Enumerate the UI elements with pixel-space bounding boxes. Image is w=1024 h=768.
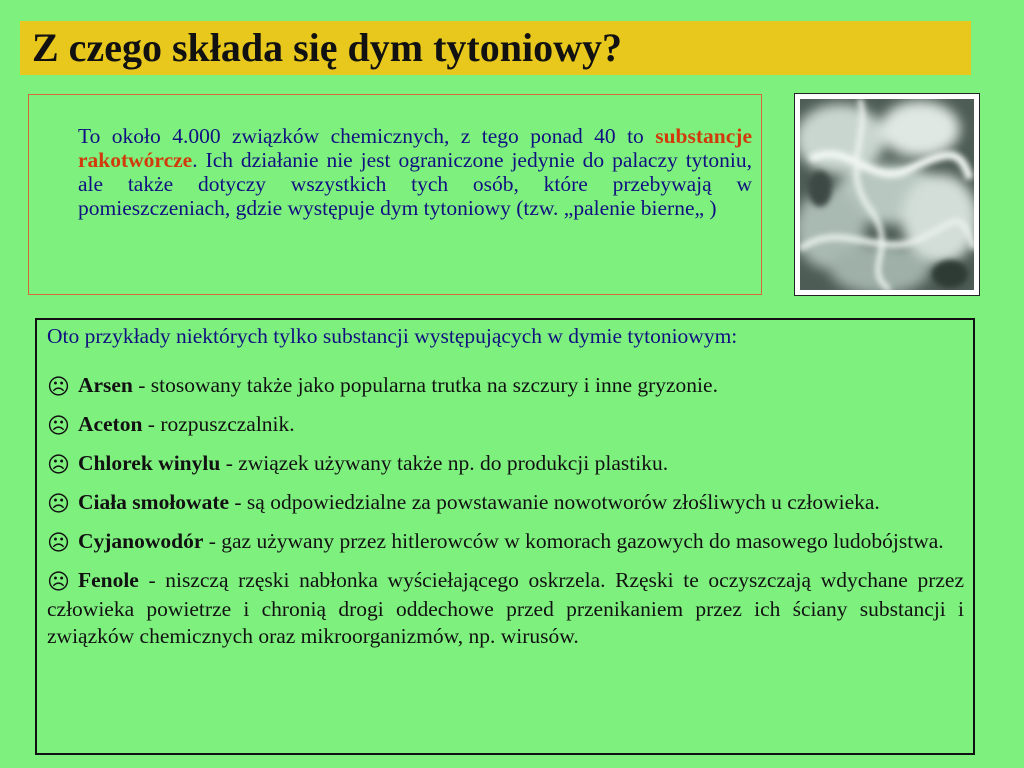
substance-name: Fenole [77, 568, 139, 592]
intro-text-after: . Ich działanie nie jest ograniczone jedynie do palaczy tytoniu, ale także dotyczy wszystkich tych osób, które przebywają w pomieszczeniach, gdzie występuje dym tytoniowy (tzw. „palenie bierne„ ) [78, 148, 752, 220]
intro-paragraph [78, 124, 752, 220]
substance-desc: - są odpowiedzialne za powstawanie nowotworów złośliwych u człowieka. [229, 490, 880, 514]
list-item [47, 411, 964, 440]
substance-name: Arsen [77, 373, 133, 397]
frown-face-icon: ☹ [47, 453, 70, 478]
smoke-photo [800, 99, 974, 290]
substance-desc: - stosowany także jako popularna trutka na szczury i inne gryzonie. [132, 373, 718, 397]
frown-face-icon: ☹ [47, 414, 70, 439]
list-item [47, 528, 964, 557]
frown-face-icon: ☹ [47, 570, 70, 595]
substance-name: Cyjanowodór [77, 529, 204, 553]
substances-list [47, 323, 964, 660]
list-item [47, 567, 964, 650]
substance-desc: - rozpuszczalnik. [142, 412, 295, 436]
substances-box [35, 318, 975, 755]
substance-desc: - gaz używany przez hitlerowców w komorach gazowych do masowego ludobójstwa. [203, 529, 944, 553]
smoke-photo-frame [794, 93, 980, 296]
list-item [47, 372, 964, 401]
substance-desc: - związek używany także np. do produkcji plastiku. [220, 451, 669, 475]
carcinogens-highlight: substancje rakotwórcze [78, 124, 752, 172]
substance-name: Aceton [77, 412, 143, 436]
frown-face-icon: ☹ [47, 375, 70, 400]
list-item [47, 450, 964, 479]
list-intro: Oto przykłady niektórych tylko substancji występujących w dymie tytoniowym: [47, 324, 738, 348]
smoke-image [800, 99, 974, 290]
slide-title: Z czego składa się dym tytoniowy? [32, 25, 622, 70]
intro-box [28, 94, 762, 295]
frown-face-icon: ☹ [47, 492, 70, 517]
intro-text-before: To około 4.000 związków chemicznych, z tego ponad 40 to [78, 124, 656, 148]
substance-name: Ciała smołowate [77, 490, 230, 514]
frown-face-icon: ☹ [47, 531, 70, 556]
substance-name: Chlorek winylu [77, 451, 221, 475]
title-bar [20, 21, 971, 75]
list-item [47, 489, 964, 518]
substance-desc: - niszczą rzęski nabłonka wyściełającego oskrzela. Rzęski te oczyszczają wdychane przez człowieka powietrze i chronią drogi oddechowe przed przenikaniem przez ich ściany substancji i związków chemicznych oraz mikroorganizmów, np. wirusów. [47, 568, 964, 648]
